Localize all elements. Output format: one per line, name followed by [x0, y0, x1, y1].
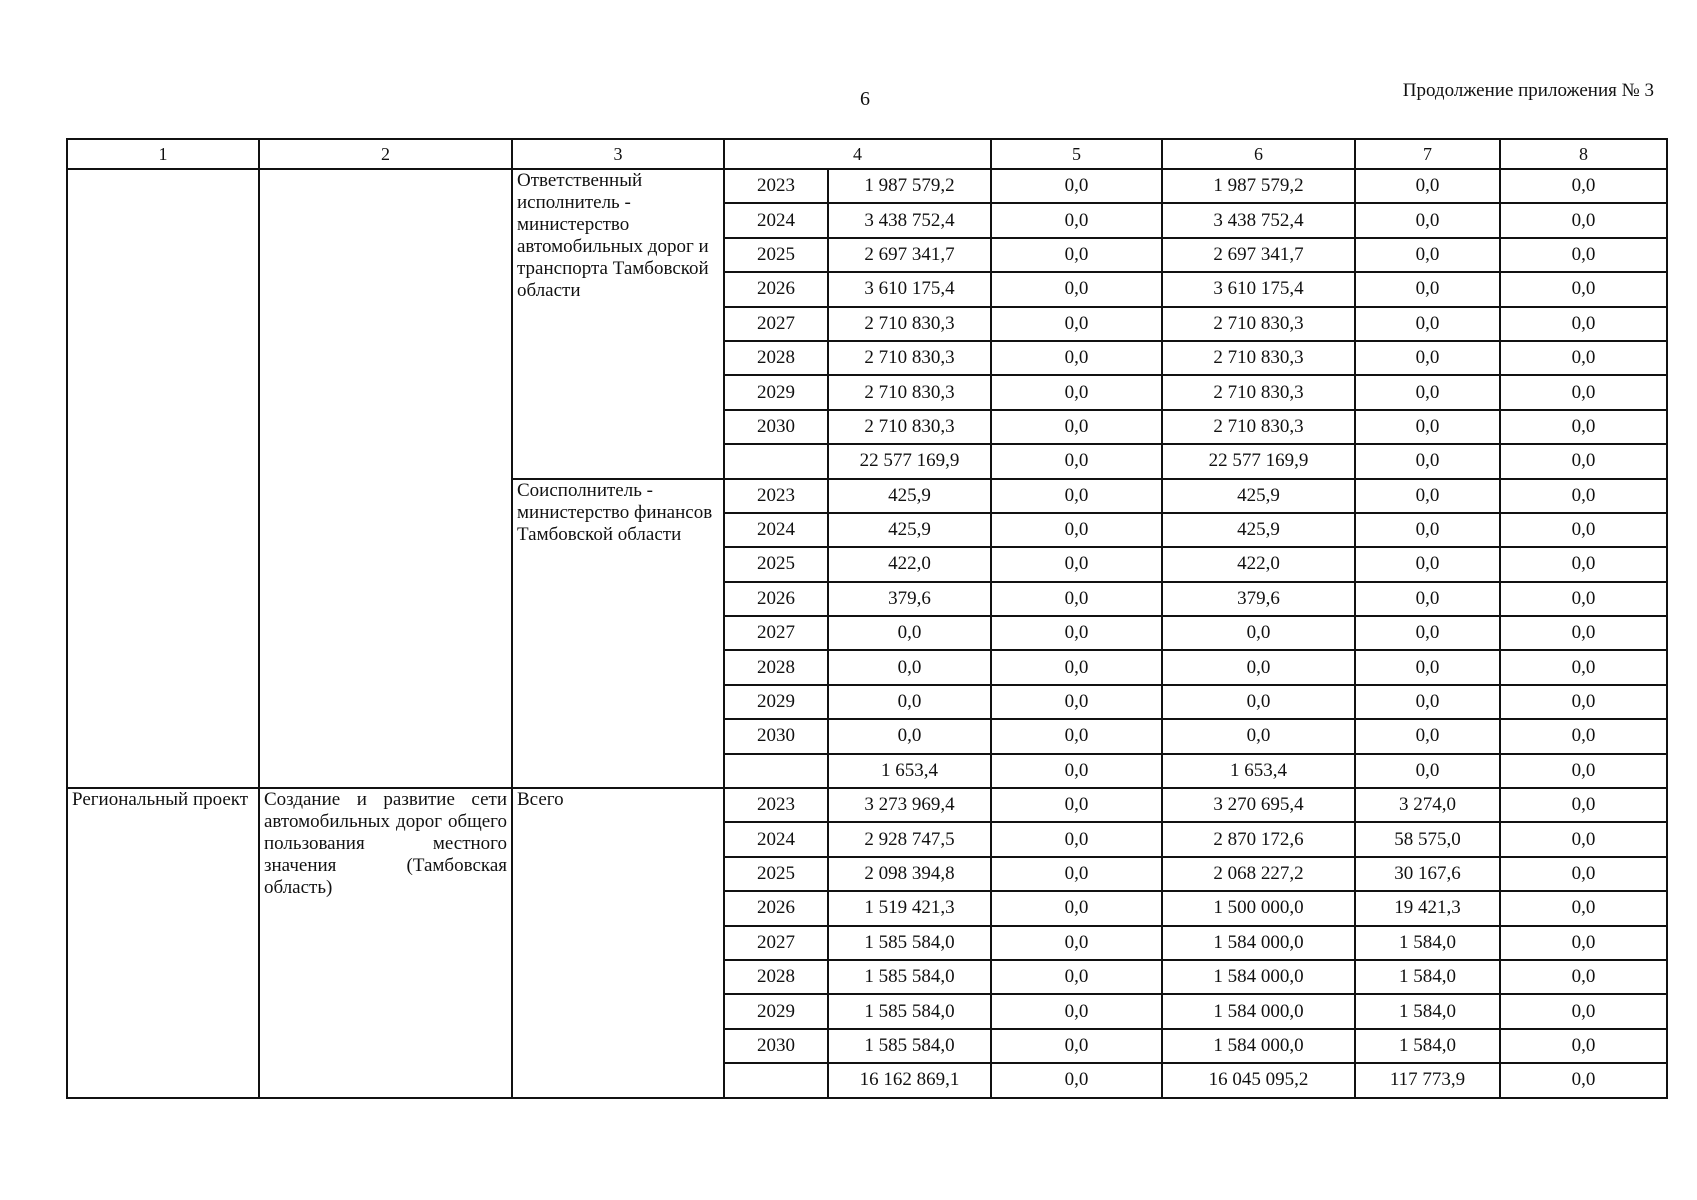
value-cell-c8: 0,0: [1500, 341, 1667, 375]
value-cell-c8: 0,0: [1500, 857, 1667, 891]
year-cell: 2026: [724, 272, 828, 306]
project-name-cell: Создание и развитие сети автомобильных дорог общего пользования местного значения (Тамбовская область): [259, 788, 512, 1098]
executor-cell: Ответственный исполнитель - министерство автомобильных дорог и транспорта Тамбовской области: [512, 169, 724, 479]
value-cell-c7: 0,0: [1355, 444, 1500, 478]
header-cell-1: 1: [67, 139, 259, 169]
value-cell-c8: 0,0: [1500, 788, 1667, 822]
value-cell-c8: 0,0: [1500, 719, 1667, 753]
value-cell-c7: 0,0: [1355, 341, 1500, 375]
value-cell-c5: 0,0: [991, 960, 1162, 994]
value-cell-c7: 0,0: [1355, 650, 1500, 684]
value-cell-c6: 0,0: [1162, 719, 1355, 753]
value-cell-c4: 1 585 584,0: [828, 926, 991, 960]
value-cell-c7: 0,0: [1355, 169, 1500, 203]
value-cell-c8: 0,0: [1500, 822, 1667, 856]
year-cell: 2026: [724, 582, 828, 616]
value-cell-c5: 0,0: [991, 891, 1162, 925]
year-cell: 2026: [724, 891, 828, 925]
value-cell-c4: 0,0: [828, 650, 991, 684]
value-cell-c8: 0,0: [1500, 375, 1667, 409]
value-cell-c5: 0,0: [991, 410, 1162, 444]
value-cell-c6: 1 500 000,0: [1162, 891, 1355, 925]
value-cell-c8: 0,0: [1500, 203, 1667, 237]
value-cell-c5: 0,0: [991, 375, 1162, 409]
value-cell-c6: 425,9: [1162, 513, 1355, 547]
value-cell-c8: 0,0: [1500, 479, 1667, 513]
year-cell: 2024: [724, 822, 828, 856]
value-cell-c4: 2 710 830,3: [828, 410, 991, 444]
value-cell-c8: 0,0: [1500, 513, 1667, 547]
table-row: [67, 788, 1667, 822]
year-cell: 2023: [724, 169, 828, 203]
value-cell-c8: 0,0: [1500, 238, 1667, 272]
value-cell-c6: 2 710 830,3: [1162, 341, 1355, 375]
value-cell-c5: 0,0: [991, 857, 1162, 891]
value-cell-c4: 2 710 830,3: [828, 375, 991, 409]
value-cell-c6: 379,6: [1162, 582, 1355, 616]
value-cell-c8: 0,0: [1500, 547, 1667, 581]
value-cell-c8: 0,0: [1500, 754, 1667, 788]
value-cell-c5: 0,0: [991, 238, 1162, 272]
value-cell-c4: 1 585 584,0: [828, 1029, 991, 1063]
value-cell-c6: 2 870 172,6: [1162, 822, 1355, 856]
value-cell-c4: 1 653,4: [828, 754, 991, 788]
value-cell-c7: 1 584,0: [1355, 926, 1500, 960]
value-cell-c6: 3 270 695,4: [1162, 788, 1355, 822]
header-cell-8: 8: [1500, 139, 1667, 169]
value-cell-c8: 0,0: [1500, 272, 1667, 306]
year-cell: 2024: [724, 203, 828, 237]
value-cell-c7: 117 773,9: [1355, 1063, 1500, 1097]
year-cell: 2027: [724, 616, 828, 650]
value-cell-c5: 0,0: [991, 547, 1162, 581]
value-cell-c4: 1 585 584,0: [828, 960, 991, 994]
value-cell-c5: 0,0: [991, 272, 1162, 306]
value-cell-c4: 2 710 830,3: [828, 307, 991, 341]
value-cell-c7: 0,0: [1355, 719, 1500, 753]
value-cell-c5: 0,0: [991, 479, 1162, 513]
value-cell-c7: 0,0: [1355, 410, 1500, 444]
value-cell-c4: 2 710 830,3: [828, 341, 991, 375]
table-body: [67, 139, 1667, 1098]
year-cell: 2027: [724, 307, 828, 341]
year-cell: 2030: [724, 1029, 828, 1063]
value-cell-c5: 0,0: [991, 513, 1162, 547]
value-cell-c5: 0,0: [991, 203, 1162, 237]
value-cell-c8: 0,0: [1500, 1063, 1667, 1097]
header-cell-6: 6: [1162, 139, 1355, 169]
year-cell: [724, 754, 828, 788]
value-cell-c4: 22 577 169,9: [828, 444, 991, 478]
value-cell-c6: 0,0: [1162, 685, 1355, 719]
value-cell-c6: 2 068 227,2: [1162, 857, 1355, 891]
year-cell: 2025: [724, 238, 828, 272]
appendix-label: Продолжение приложения № 3: [1402, 80, 1654, 101]
value-cell-c8: 0,0: [1500, 960, 1667, 994]
project-name-cell: [259, 169, 512, 788]
value-cell-c5: 0,0: [991, 582, 1162, 616]
value-cell-c6: 2 697 341,7: [1162, 238, 1355, 272]
value-cell-c6: 1 584 000,0: [1162, 1029, 1355, 1063]
section-type-cell: Региональный проект: [67, 788, 259, 1098]
year-cell: 2028: [724, 960, 828, 994]
header-cell-7: 7: [1355, 139, 1500, 169]
year-cell: 2027: [724, 926, 828, 960]
value-cell-c5: 0,0: [991, 926, 1162, 960]
value-cell-c5: 0,0: [991, 1063, 1162, 1097]
page-number: 6: [860, 88, 870, 110]
value-cell-c5: 0,0: [991, 754, 1162, 788]
section-type-cell: [67, 169, 259, 788]
funding-table: [66, 138, 1668, 1099]
value-cell-c4: 422,0: [828, 547, 991, 581]
value-cell-c7: 0,0: [1355, 513, 1500, 547]
table-row: [67, 169, 1667, 203]
value-cell-c6: 422,0: [1162, 547, 1355, 581]
value-cell-c4: 2 098 394,8: [828, 857, 991, 891]
value-cell-c4: 0,0: [828, 719, 991, 753]
year-cell: 2030: [724, 410, 828, 444]
value-cell-c8: 0,0: [1500, 410, 1667, 444]
value-cell-c6: 1 584 000,0: [1162, 994, 1355, 1028]
value-cell-c5: 0,0: [991, 616, 1162, 650]
value-cell-c7: 1 584,0: [1355, 1029, 1500, 1063]
value-cell-c4: 3 273 969,4: [828, 788, 991, 822]
value-cell-c8: 0,0: [1500, 926, 1667, 960]
year-cell: 2025: [724, 857, 828, 891]
value-cell-c8: 0,0: [1500, 685, 1667, 719]
year-cell: 2028: [724, 341, 828, 375]
value-cell-c4: 3 438 752,4: [828, 203, 991, 237]
value-cell-c7: 0,0: [1355, 616, 1500, 650]
value-cell-c8: 0,0: [1500, 444, 1667, 478]
value-cell-c5: 0,0: [991, 444, 1162, 478]
executor-cell: Всего: [512, 788, 724, 1098]
value-cell-c8: 0,0: [1500, 891, 1667, 925]
value-cell-c6: 0,0: [1162, 616, 1355, 650]
value-cell-c5: 0,0: [991, 341, 1162, 375]
value-cell-c4: 1 585 584,0: [828, 994, 991, 1028]
value-cell-c4: 425,9: [828, 513, 991, 547]
value-cell-c7: 1 584,0: [1355, 960, 1500, 994]
value-cell-c7: 0,0: [1355, 479, 1500, 513]
value-cell-c4: 1 987 579,2: [828, 169, 991, 203]
value-cell-c7: 58 575,0: [1355, 822, 1500, 856]
year-cell: 2023: [724, 479, 828, 513]
year-cell: 2028: [724, 650, 828, 684]
header-cell-4: 4: [724, 139, 991, 169]
value-cell-c8: 0,0: [1500, 582, 1667, 616]
value-cell-c8: 0,0: [1500, 169, 1667, 203]
value-cell-c5: 0,0: [991, 994, 1162, 1028]
value-cell-c7: 0,0: [1355, 685, 1500, 719]
value-cell-c8: 0,0: [1500, 616, 1667, 650]
value-cell-c7: 0,0: [1355, 307, 1500, 341]
value-cell-c6: 1 584 000,0: [1162, 960, 1355, 994]
value-cell-c4: 16 162 869,1: [828, 1063, 991, 1097]
value-cell-c6: 0,0: [1162, 650, 1355, 684]
value-cell-c5: 0,0: [991, 169, 1162, 203]
value-cell-c4: 1 519 421,3: [828, 891, 991, 925]
value-cell-c5: 0,0: [991, 1029, 1162, 1063]
value-cell-c6: 2 710 830,3: [1162, 375, 1355, 409]
value-cell-c6: 3 438 752,4: [1162, 203, 1355, 237]
value-cell-c8: 0,0: [1500, 994, 1667, 1028]
value-cell-c7: 0,0: [1355, 547, 1500, 581]
year-cell: 2029: [724, 685, 828, 719]
value-cell-c7: 0,0: [1355, 375, 1500, 409]
executor-cell: Соисполнитель - министерство финансов Тамбовской области: [512, 479, 724, 789]
value-cell-c4: 425,9: [828, 479, 991, 513]
value-cell-c8: 0,0: [1500, 1029, 1667, 1063]
year-cell: 2024: [724, 513, 828, 547]
value-cell-c7: 0,0: [1355, 754, 1500, 788]
header-row: [67, 139, 1667, 169]
year-cell: [724, 444, 828, 478]
year-cell: 2029: [724, 375, 828, 409]
value-cell-c4: 3 610 175,4: [828, 272, 991, 306]
value-cell-c6: 1 584 000,0: [1162, 926, 1355, 960]
value-cell-c4: 379,6: [828, 582, 991, 616]
value-cell-c4: 2 928 747,5: [828, 822, 991, 856]
value-cell-c7: 3 274,0: [1355, 788, 1500, 822]
header-cell-5: 5: [991, 139, 1162, 169]
value-cell-c7: 0,0: [1355, 272, 1500, 306]
year-cell: 2023: [724, 788, 828, 822]
value-cell-c5: 0,0: [991, 822, 1162, 856]
value-cell-c4: 0,0: [828, 616, 991, 650]
year-cell: 2029: [724, 994, 828, 1028]
value-cell-c7: 19 421,3: [1355, 891, 1500, 925]
value-cell-c6: 1 987 579,2: [1162, 169, 1355, 203]
value-cell-c5: 0,0: [991, 307, 1162, 341]
value-cell-c6: 16 045 095,2: [1162, 1063, 1355, 1097]
value-cell-c4: 2 697 341,7: [828, 238, 991, 272]
year-cell: [724, 1063, 828, 1097]
year-cell: 2030: [724, 719, 828, 753]
value-cell-c5: 0,0: [991, 719, 1162, 753]
value-cell-c7: 0,0: [1355, 582, 1500, 616]
value-cell-c7: 1 584,0: [1355, 994, 1500, 1028]
value-cell-c5: 0,0: [991, 788, 1162, 822]
value-cell-c6: 2 710 830,3: [1162, 410, 1355, 444]
value-cell-c8: 0,0: [1500, 650, 1667, 684]
value-cell-c5: 0,0: [991, 685, 1162, 719]
value-cell-c6: 2 710 830,3: [1162, 307, 1355, 341]
value-cell-c7: 0,0: [1355, 203, 1500, 237]
value-cell-c7: 0,0: [1355, 238, 1500, 272]
value-cell-c6: 22 577 169,9: [1162, 444, 1355, 478]
header-cell-2: 2: [259, 139, 512, 169]
year-cell: 2025: [724, 547, 828, 581]
value-cell-c6: 3 610 175,4: [1162, 272, 1355, 306]
value-cell-c7: 30 167,6: [1355, 857, 1500, 891]
value-cell-c6: 1 653,4: [1162, 754, 1355, 788]
header-cell-3: 3: [512, 139, 724, 169]
value-cell-c4: 0,0: [828, 685, 991, 719]
value-cell-c5: 0,0: [991, 650, 1162, 684]
value-cell-c8: 0,0: [1500, 307, 1667, 341]
value-cell-c6: 425,9: [1162, 479, 1355, 513]
